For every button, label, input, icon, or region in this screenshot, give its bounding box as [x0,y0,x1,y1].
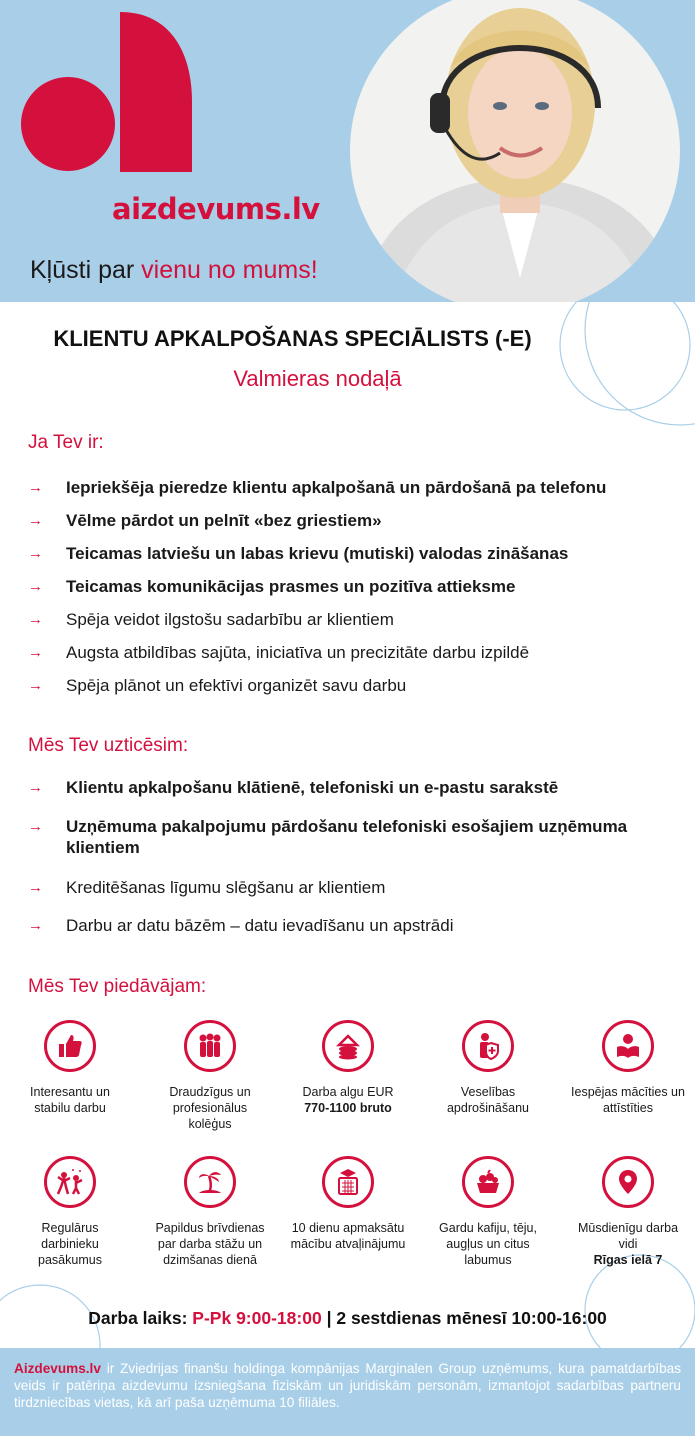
benefit-label: Gardu kafiju, tēju, augļus un citus labumus [439,1221,537,1267]
money-icon [322,1020,374,1072]
benefit-label: Papildus brīvdienas par darba stāžu un dzimšanas dienā [155,1221,265,1267]
list-item: → Kreditēšanas līgumu slēgšanu ar klientiem [28,878,386,897]
job-title: KLIENTU APKALPOŠANAS SPECIĀLISTS (-E) [53,326,532,351]
arrow-icon: → [28,818,43,835]
salary-range: 770-1100 bruto [304,1101,392,1115]
list-item: → Uzņēmuma pakalpojumu pārdošanu telefoniski esošajiem uzņēmuma klientiem [28,817,628,857]
arrow-icon: → [28,644,43,661]
list-item: → Augsta atbildības sajūta, iniciatīva un precizitāte darbu izpildē [28,643,530,662]
list-item: → Vēlme pārdot un pelnīt «bez griestiem» [28,511,382,530]
list-item: → Klientu apkalpošanu klātienē, telefoniski un e-pastu sarakstē [28,778,559,797]
tagline [30,256,318,285]
benefit-item [12,1156,128,1268]
arrow-icon: → [28,779,43,796]
hours-separator: | [326,1308,332,1328]
agent-photo [350,0,680,302]
team-icon [184,1020,236,1072]
company-description [14,1360,681,1411]
list-item: → Iepriekšēja pieredze klientu apkalpošanā un pārdošanā pa telefonu [28,478,607,497]
benefit-label: Iespējas mācīties un attīstīties [571,1085,685,1115]
list-item: → Darbu ar datu bāzēm – datu ievadīšanu un apstrādi [28,916,454,935]
benefit-item [290,1020,406,1116]
benefit-item [152,1156,268,1268]
benefit-label: Darba algu EUR 770-1100 bruto [290,1084,406,1116]
logo-mark [20,12,195,177]
benefit-label: 10 dienu apmaksātu mācību atvaļinājumu [290,1221,406,1251]
benefit-item [12,1020,128,1116]
arrow-icon: → [28,578,43,595]
arrow-icon: → [28,479,43,496]
benefit-item [290,1156,406,1252]
list-item: → Spēja veidot ilgstošu sadarbību ar klientiem [28,610,394,629]
benefit-label: Interesantu un stabilu darbu [30,1085,110,1115]
health-insurance-icon [462,1020,514,1072]
requirements-heading: Ja Tev ir: [28,432,104,453]
location-pin-icon [602,1156,654,1208]
hours-saturdays: 2 sestdienas mēnesī 10:00-16:00 [336,1308,607,1328]
duties-heading: Mēs Tev uzticēsim: [28,735,189,756]
calendar-icon [322,1156,374,1208]
working-hours [0,1308,695,1329]
arrow-icon: → [28,917,43,934]
tagline-prefix: Kļūsti par [30,256,135,284]
tagline-accent: vienu no mums! [141,256,318,284]
fruit-basket-icon [462,1156,514,1208]
benefit-item [152,1020,268,1132]
hours-label: Darba laiks: [88,1308,188,1328]
footer [0,1348,695,1436]
benefit-label: Draudzīgus un profesionālus kolēģus [169,1085,251,1131]
list-item: → Teicamas latviešu un labas krievu (mutiski) valodas zināšanas [28,544,569,563]
learning-icon [602,1020,654,1072]
job-location: Valmieras nodaļā [233,366,402,391]
party-icon [44,1156,96,1208]
list-item: → Teicamas komunikācijas prasmes un pozitīva attieksme [28,577,516,596]
arrow-icon: → [28,677,43,694]
requirements-list [28,477,668,708]
offer-heading: Mēs Tev piedāvājam: [28,976,207,997]
benefit-item [570,1020,686,1116]
duties-list [28,777,668,945]
arrow-icon: → [28,545,43,562]
thumbs-up-icon [44,1020,96,1072]
office-address: Rīgas ielā 7 [593,1253,663,1267]
brand-name: aizdevums.lv [112,192,320,226]
benefit-item [570,1156,686,1268]
island-icon [184,1156,236,1208]
benefit-label: Veselības apdrošināšanu [446,1085,529,1115]
arrow-icon: → [28,512,43,529]
arrow-icon: → [28,611,43,628]
benefit-item [430,1156,546,1268]
benefit-item [430,1020,546,1116]
arrow-icon: → [28,879,43,896]
benefit-label: Mūsdienīgu darba vidi Rīgas ielā 7 [570,1220,686,1268]
header-banner [0,0,695,302]
footer-text: ir Zviedrijas finanšu holdinga kompānijas Marginalen Group uzņēmums, kura pamatdarbības veids ir patēriņa aizdevumu izsniegšana fiziskām un juridiskām personām, izmantojot sadarbības partneru tirdzniecības vietas, kā arī paša uzņēmuma 10 filiāles. [14,1361,681,1410]
footer-brand: Aizdevums.lv [14,1361,101,1376]
list-item: → Spēja plānot un efektīvi organizēt savu darbu [28,676,407,695]
benefit-label: Regulārus darbinieku pasākumus [38,1221,102,1267]
hours-weekdays: P-Pk 9:00-18:00 [192,1308,322,1328]
